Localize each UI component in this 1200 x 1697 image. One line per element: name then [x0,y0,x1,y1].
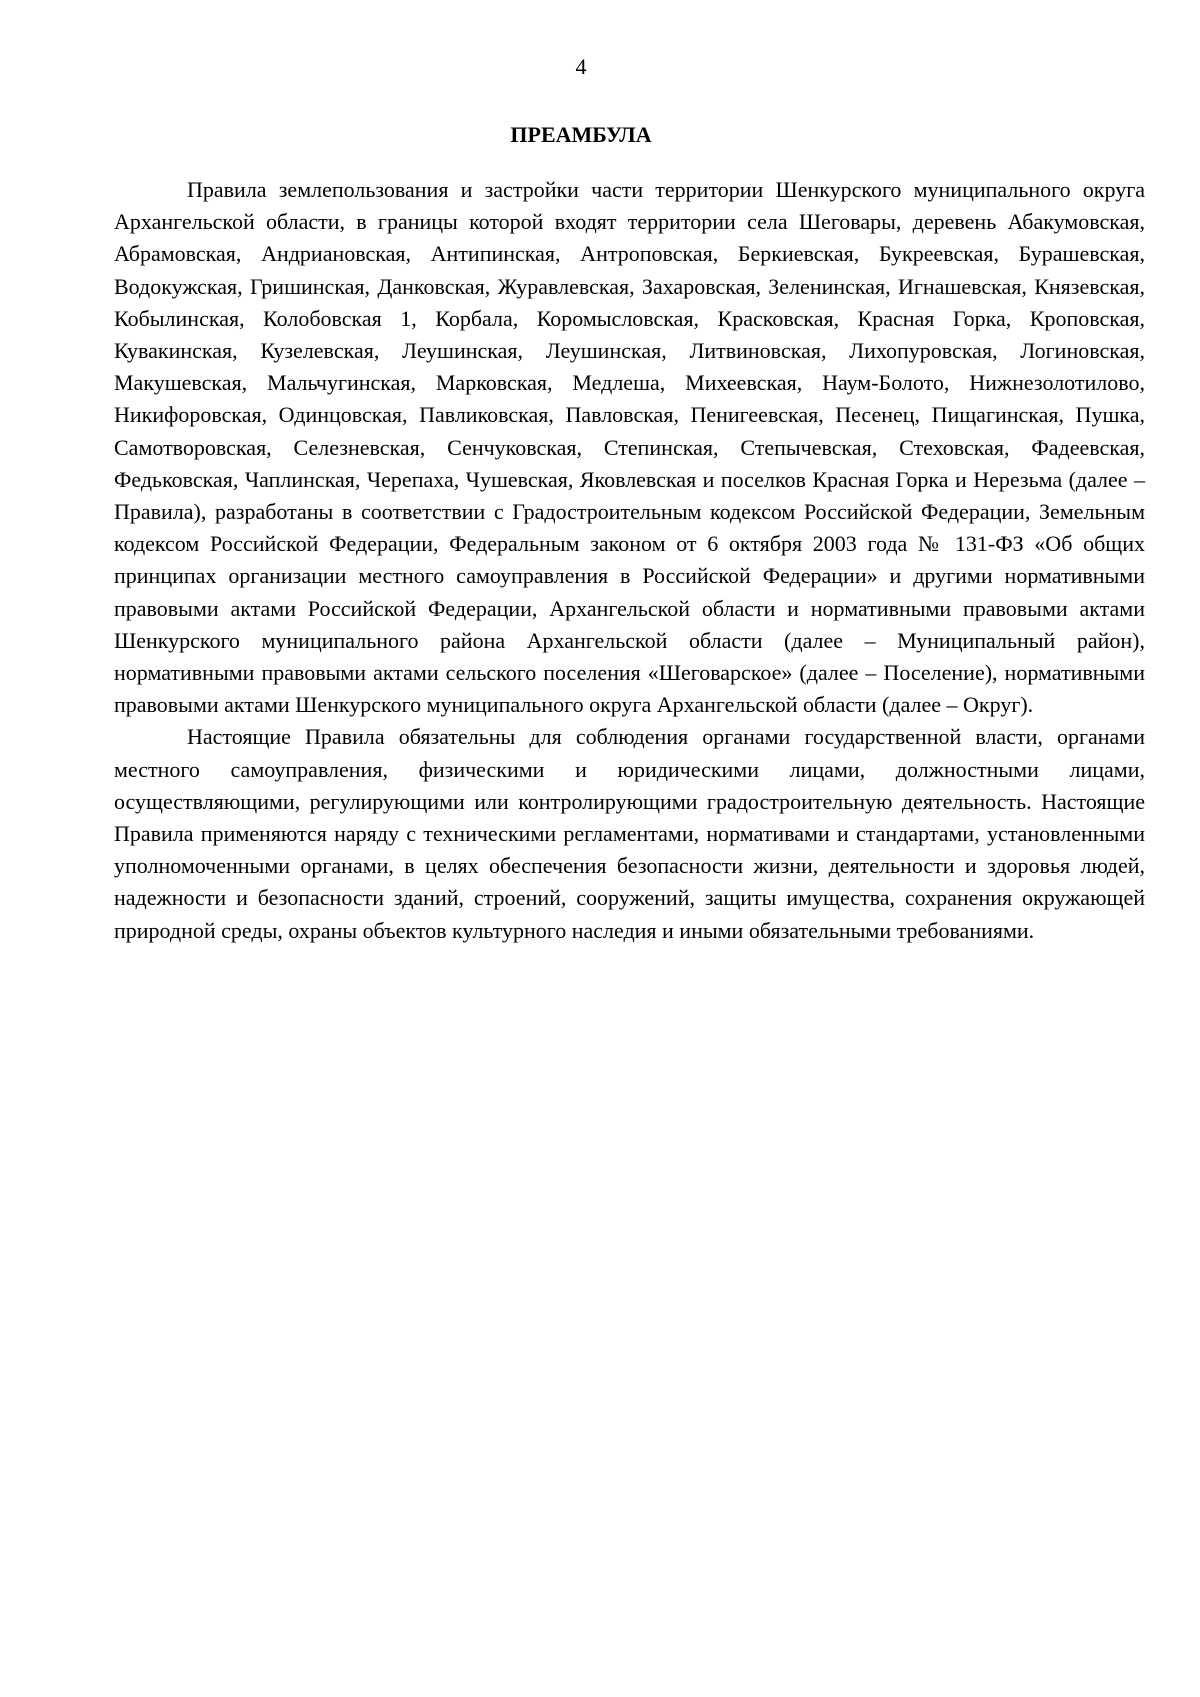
body-text [114,174,1145,947]
paragraph-preamble-scope: Правила землепользования и застройки части территории Шенкурского муниципального округа Архангельской области, в границы которой входят территории села Шеговары, деревень Абакумовская, Абрамовская, Андриановская, Антипинская, Антроповская, Беркиевская, Букреевская, Бурашевская, Водокужская, Гришинская, Данковская, Журавлевская, Захаровская, Зеленинская, Игнашевская, Князевская, Кобылинская, Колобовская 1, Корбала, Коромысловская, Красковская, Красная Горка, Кроповская, Кувакинская, Кузелевская, Леушинская, Леушинская, Литвиновская, Лихопуровская, Логиновская, Макушевская, Мальчугинская, Марковская, Медлеша, Михеевская, Наум-Болото, Нижнезолотилово, Никифоровская, Одинцовская, Павликовская, Павловская, Пенигеевская, Песенец, Пищагинская, Пушка, Самотворовская, Селезневская, Сенчуковская, Степинская, Степычевская, Стеховская, Фадеевская, Федьковская, Чаплинская, Черепаха, Чушевская, Яковлевская и поселков Красная Горка и Нерезьма (далее – Правила), разработаны в соответствии с Градостроительным кодексом Российской Федерации, Земельным кодексом Российской Федерации, Федеральным законом от 6 октября 2003 года № 131-ФЗ «Об общих принципах организации местного самоуправления в Российской Федерации» и другими нормативными правовыми актами Российской Федерации, Архангельской области и нормативными правовыми актами Шенкурского муниципального района Архангельской области (далее – Муниципальный район), нормативными правовыми актами сельского поселения «Шеговарское» (далее – Поселение), нормативными правовыми актами Шенкурского муниципального округа Архангельской области (далее – Округ). [114,177,1145,718]
paragraph-preamble-obligations: Настоящие Правила обязательны для соблюдения органами государственной власти, органами местного самоуправления, физическими и юридическими лицами, должностными лицами, осуществляющими, регулирующими или контролирующими градостроительную деятельность. Настоящие Правила применяются наряду с техническими регламентами, нормативами и стандартами, установленными уполномоченными органами, в целях обеспечения безопасности жизни, деятельности и здоровья людей, надежности и безопасности зданий, строений, сооружений, защиты имущества, сохранения окружающей природной среды, охраны объектов культурного наследия и иными обязательными требованиями. [114,724,1145,943]
page-number: 4 [575,54,587,79]
section-heading: ПРЕАМБУЛА [510,122,652,147]
